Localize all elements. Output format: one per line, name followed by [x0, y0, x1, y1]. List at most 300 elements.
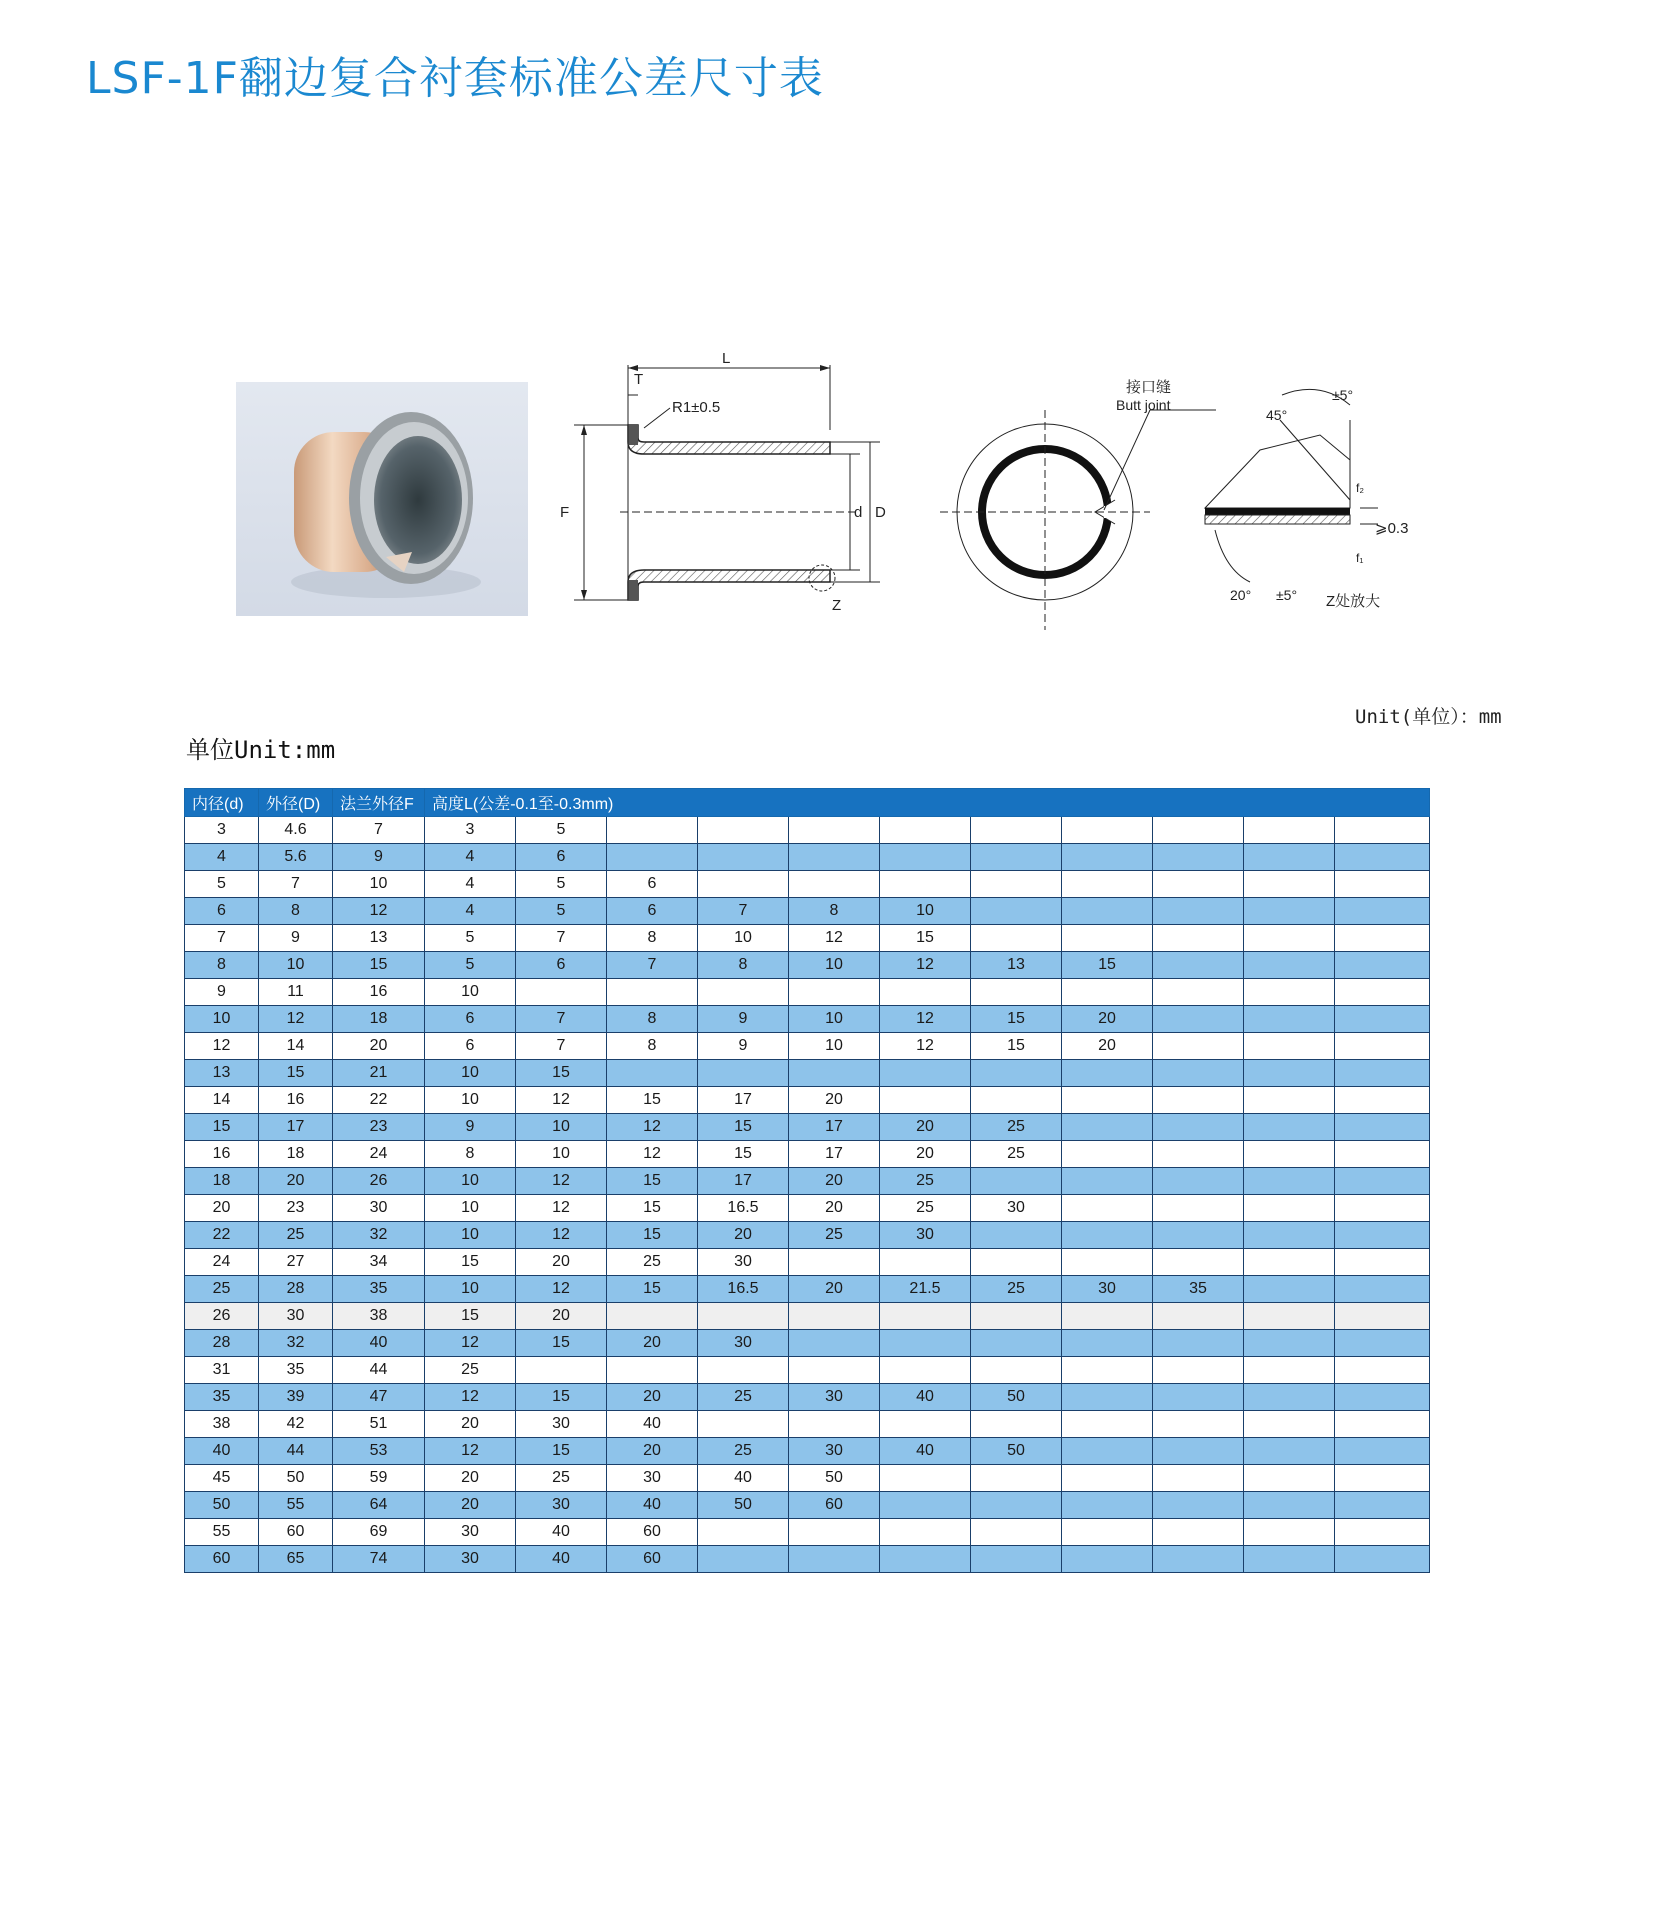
table-cell — [1244, 1438, 1335, 1465]
table-cell: 8 — [607, 1006, 698, 1033]
header-inner-diameter: 内径(d) — [185, 789, 259, 817]
table-cell: 16 — [259, 1087, 333, 1114]
table-cell: 35 — [185, 1384, 259, 1411]
table-cell: 60 — [789, 1492, 880, 1519]
table-cell — [789, 1411, 880, 1438]
table-cell: 35 — [1153, 1276, 1244, 1303]
table-cell — [971, 1330, 1062, 1357]
table-cell: 7 — [259, 871, 333, 898]
table-row — [185, 1357, 1430, 1384]
label-f1: f₁ — [1356, 551, 1364, 565]
table-row — [185, 1141, 1430, 1168]
table-row — [185, 1492, 1430, 1519]
table-cell: 12 — [516, 1195, 607, 1222]
section-view — [560, 350, 886, 614]
table-cell — [1153, 1060, 1244, 1087]
table-cell: 16.5 — [698, 1276, 789, 1303]
table-body — [185, 817, 1430, 1573]
table-cell: 13 — [185, 1060, 259, 1087]
table-cell — [1244, 1195, 1335, 1222]
table-cell: 30 — [259, 1303, 333, 1330]
table-cell — [698, 979, 789, 1006]
table-cell — [1244, 1357, 1335, 1384]
table-cell: 10 — [185, 1006, 259, 1033]
table-cell — [1335, 1546, 1430, 1573]
table-row — [185, 1195, 1430, 1222]
table-cell — [971, 1492, 1062, 1519]
table-cell — [789, 1060, 880, 1087]
label-Z: Z — [832, 597, 842, 614]
table-cell — [971, 1087, 1062, 1114]
table-cell — [1335, 1438, 1430, 1465]
table-cell: 12 — [425, 1438, 516, 1465]
table-cell — [971, 817, 1062, 844]
table-cell: 17 — [698, 1168, 789, 1195]
table-cell: 15 — [607, 1276, 698, 1303]
table-cell: 15 — [516, 1060, 607, 1087]
table-cell: 35 — [259, 1357, 333, 1384]
table-cell: 59 — [333, 1465, 425, 1492]
table-cell — [1062, 1222, 1153, 1249]
table-cell: 55 — [185, 1519, 259, 1546]
table-cell — [1062, 1438, 1153, 1465]
table-cell: 15 — [333, 952, 425, 979]
table-cell — [1244, 1114, 1335, 1141]
table-row — [185, 1033, 1430, 1060]
table-cell — [1153, 898, 1244, 925]
table-cell — [971, 844, 1062, 871]
table-cell — [1244, 1519, 1335, 1546]
table-cell: 10 — [425, 979, 516, 1006]
table-cell: 32 — [333, 1222, 425, 1249]
table-cell: 60 — [607, 1519, 698, 1546]
table-cell — [1153, 1465, 1244, 1492]
table-cell — [1062, 925, 1153, 952]
table-cell: 20 — [1062, 1033, 1153, 1060]
table-cell: 17 — [259, 1114, 333, 1141]
table-cell — [698, 1519, 789, 1546]
table-cell — [516, 1357, 607, 1384]
table-cell: 30 — [1062, 1276, 1153, 1303]
table-cell: 15 — [516, 1330, 607, 1357]
table-cell: 40 — [607, 1411, 698, 1438]
table-cell — [1153, 871, 1244, 898]
table-cell: 30 — [516, 1411, 607, 1438]
unit-note-left: 单位Unit:mm — [186, 736, 336, 764]
table-cell: 32 — [259, 1330, 333, 1357]
table-cell — [1153, 979, 1244, 1006]
table-cell — [880, 1249, 971, 1276]
table-cell: 7 — [516, 1033, 607, 1060]
table-cell: 5 — [516, 871, 607, 898]
table-cell: 40 — [516, 1546, 607, 1573]
table-cell — [1335, 1411, 1430, 1438]
table-cell — [1244, 979, 1335, 1006]
table-cell — [1062, 1249, 1153, 1276]
table-cell — [880, 1411, 971, 1438]
label-L: L — [722, 350, 731, 367]
table-cell — [1062, 1195, 1153, 1222]
table-cell — [1062, 1330, 1153, 1357]
table-cell: 26 — [333, 1168, 425, 1195]
table-cell — [1062, 1114, 1153, 1141]
table-cell — [1062, 1492, 1153, 1519]
tol-5-bottom: ±5° — [1276, 587, 1298, 603]
table-cell: 3 — [425, 817, 516, 844]
table-cell — [1062, 1465, 1153, 1492]
angle-45: 45° — [1266, 407, 1288, 423]
table-cell: 20 — [607, 1384, 698, 1411]
table-cell: 34 — [333, 1249, 425, 1276]
table-cell: 6 — [185, 898, 259, 925]
table-cell: 14 — [185, 1087, 259, 1114]
table-cell: 7 — [185, 925, 259, 952]
table-cell — [1244, 1033, 1335, 1060]
table-cell: 27 — [259, 1249, 333, 1276]
table-cell — [1062, 844, 1153, 871]
table-cell: 15 — [698, 1114, 789, 1141]
table-cell: 30 — [971, 1195, 1062, 1222]
table-cell — [1062, 1303, 1153, 1330]
table-cell: 8 — [425, 1141, 516, 1168]
table-cell — [1244, 1060, 1335, 1087]
butt-joint-en: Butt joint — [1116, 397, 1171, 413]
table-cell: 15 — [516, 1438, 607, 1465]
table-cell: 16 — [333, 979, 425, 1006]
table-cell — [1062, 898, 1153, 925]
table-cell: 20 — [516, 1303, 607, 1330]
table-cell — [789, 817, 880, 844]
table-cell: 17 — [698, 1087, 789, 1114]
table-cell: 50 — [259, 1465, 333, 1492]
table-cell — [1335, 817, 1430, 844]
table-cell: 7 — [698, 898, 789, 925]
table-cell: 20 — [880, 1141, 971, 1168]
table-cell: 20 — [880, 1114, 971, 1141]
table-cell: 8 — [185, 952, 259, 979]
table-cell — [880, 1519, 971, 1546]
table-cell — [607, 979, 698, 1006]
table-cell: 50 — [789, 1465, 880, 1492]
table-cell — [880, 817, 971, 844]
table-cell: 10 — [789, 952, 880, 979]
table-cell: 30 — [698, 1249, 789, 1276]
table-cell: 30 — [425, 1546, 516, 1573]
table-cell: 15 — [425, 1303, 516, 1330]
table-cell — [1335, 1465, 1430, 1492]
table-cell: 3 — [185, 817, 259, 844]
table-cell — [880, 871, 971, 898]
table-cell — [1335, 1357, 1430, 1384]
table-cell: 31 — [185, 1357, 259, 1384]
table-cell: 12 — [789, 925, 880, 952]
table-cell: 50 — [971, 1438, 1062, 1465]
table-cell — [698, 1060, 789, 1087]
table-cell — [789, 1249, 880, 1276]
table-cell: 30 — [698, 1330, 789, 1357]
table-cell — [1153, 925, 1244, 952]
table-row — [185, 1384, 1430, 1411]
table-cell: 25 — [971, 1141, 1062, 1168]
table-cell: 12 — [259, 1006, 333, 1033]
table-cell — [698, 871, 789, 898]
table-cell — [698, 1303, 789, 1330]
table-cell: 12 — [516, 1087, 607, 1114]
table-cell — [607, 817, 698, 844]
table-row — [185, 979, 1430, 1006]
table-cell: 60 — [185, 1546, 259, 1573]
table-cell — [1153, 1141, 1244, 1168]
table-cell: 12 — [607, 1114, 698, 1141]
table-cell — [880, 1087, 971, 1114]
table-cell — [1244, 1546, 1335, 1573]
label-d: d — [854, 504, 863, 521]
table-cell — [971, 1249, 1062, 1276]
table-cell — [971, 1060, 1062, 1087]
table-cell — [1153, 844, 1244, 871]
table-cell: 45 — [185, 1465, 259, 1492]
table-cell — [971, 1357, 1062, 1384]
table-cell: 25 — [425, 1357, 516, 1384]
table-cell — [1153, 1357, 1244, 1384]
table-cell: 15 — [607, 1222, 698, 1249]
table-cell: 23 — [333, 1114, 425, 1141]
table-row — [185, 1168, 1430, 1195]
table-cell: 21.5 — [880, 1276, 971, 1303]
table-cell: 13 — [971, 952, 1062, 979]
table-cell — [1153, 1438, 1244, 1465]
header-flange-diameter: 法兰外径F — [333, 789, 425, 817]
table-cell — [1153, 1492, 1244, 1519]
table-cell: 20 — [425, 1411, 516, 1438]
header-outer-diameter: 外径(D) — [259, 789, 333, 817]
table-row — [185, 871, 1430, 898]
table-cell: 22 — [185, 1222, 259, 1249]
table-cell: 15 — [1062, 952, 1153, 979]
table-row — [185, 1411, 1430, 1438]
table-cell — [1244, 1006, 1335, 1033]
table-cell — [789, 1519, 880, 1546]
table-cell: 15 — [516, 1384, 607, 1411]
table-cell: 39 — [259, 1384, 333, 1411]
table-cell — [1335, 871, 1430, 898]
table-cell: 7 — [516, 1006, 607, 1033]
table-cell — [880, 1303, 971, 1330]
table-cell — [971, 1168, 1062, 1195]
table-cell: 7 — [516, 925, 607, 952]
table-cell — [1335, 1384, 1430, 1411]
table-cell — [1335, 1006, 1430, 1033]
table-cell — [1335, 1087, 1430, 1114]
table-cell — [1153, 952, 1244, 979]
table-cell: 40 — [607, 1492, 698, 1519]
table-row — [185, 898, 1430, 925]
table-cell: 25 — [789, 1222, 880, 1249]
table-cell: 25 — [880, 1195, 971, 1222]
table-cell: 12 — [880, 952, 971, 979]
table-cell — [880, 844, 971, 871]
table-row — [185, 1330, 1430, 1357]
table-cell: 30 — [516, 1492, 607, 1519]
table-cell — [1244, 1276, 1335, 1303]
table-cell: 25 — [516, 1465, 607, 1492]
table-cell: 20 — [789, 1195, 880, 1222]
table-cell: 28 — [185, 1330, 259, 1357]
table-cell: 20 — [1062, 1006, 1153, 1033]
table-cell — [1335, 979, 1430, 1006]
table-cell — [971, 1546, 1062, 1573]
table-cell: 9 — [425, 1114, 516, 1141]
table-cell: 40 — [698, 1465, 789, 1492]
table-cell — [880, 1465, 971, 1492]
table-cell — [1062, 1357, 1153, 1384]
table-cell: 15 — [259, 1060, 333, 1087]
table-cell — [1335, 925, 1430, 952]
table-cell: 5 — [185, 871, 259, 898]
table-cell — [789, 979, 880, 1006]
table-cell: 5 — [516, 898, 607, 925]
table-cell — [1244, 1330, 1335, 1357]
table-cell — [698, 1546, 789, 1573]
table-cell: 40 — [880, 1384, 971, 1411]
table-row — [185, 817, 1430, 844]
table-cell: 9 — [698, 1033, 789, 1060]
table-cell — [1244, 898, 1335, 925]
table-cell: 50 — [971, 1384, 1062, 1411]
table-cell: 10 — [789, 1033, 880, 1060]
table-cell — [698, 817, 789, 844]
table-cell: 6 — [516, 844, 607, 871]
table-cell — [1244, 1168, 1335, 1195]
table-cell — [1062, 817, 1153, 844]
table-cell: 12 — [880, 1033, 971, 1060]
table-cell: 42 — [259, 1411, 333, 1438]
table-cell: 10 — [425, 1222, 516, 1249]
table-cell: 10 — [516, 1141, 607, 1168]
table-cell — [880, 1357, 971, 1384]
table-cell: 60 — [607, 1546, 698, 1573]
table-cell: 20 — [607, 1438, 698, 1465]
table-cell — [880, 1060, 971, 1087]
table-cell: 18 — [259, 1141, 333, 1168]
table-cell: 25 — [698, 1438, 789, 1465]
table-row — [185, 1465, 1430, 1492]
table-cell: 21 — [333, 1060, 425, 1087]
table-cell — [698, 1411, 789, 1438]
table-cell — [698, 1357, 789, 1384]
table-cell — [1335, 952, 1430, 979]
table-cell: 74 — [333, 1546, 425, 1573]
table-cell — [1153, 817, 1244, 844]
table-cell: 8 — [789, 898, 880, 925]
page-title: LSF-1F翻边复合衬套标准公差尺寸表 — [86, 53, 824, 104]
table-cell — [607, 1357, 698, 1384]
table-cell — [1335, 1519, 1430, 1546]
table-cell: 6 — [516, 952, 607, 979]
table-cell — [1244, 1492, 1335, 1519]
table-cell: 12 — [425, 1384, 516, 1411]
table-row — [185, 925, 1430, 952]
label-R: R1±0.5 — [672, 399, 721, 416]
table-cell — [1062, 1384, 1153, 1411]
label-F: F — [560, 504, 570, 521]
table-cell: 18 — [185, 1168, 259, 1195]
technical-drawing — [560, 350, 1460, 644]
gap-label: ⩾0.3 — [1375, 520, 1409, 537]
table-row — [185, 1006, 1430, 1033]
table-cell — [1335, 1303, 1430, 1330]
table-cell: 25 — [971, 1114, 1062, 1141]
table-cell: 35 — [333, 1276, 425, 1303]
bushing-photo — [236, 382, 528, 616]
table-cell: 5 — [425, 952, 516, 979]
table-cell — [1153, 1411, 1244, 1438]
table-cell: 10 — [425, 1060, 516, 1087]
table-header-row — [185, 789, 1430, 817]
table-cell — [1335, 1060, 1430, 1087]
table-cell: 40 — [516, 1519, 607, 1546]
table-cell: 4.6 — [259, 817, 333, 844]
table-cell: 22 — [333, 1087, 425, 1114]
table-cell — [1244, 1222, 1335, 1249]
table-cell — [789, 1303, 880, 1330]
table-cell: 12 — [516, 1222, 607, 1249]
label-D: D — [875, 504, 886, 521]
table-cell: 12 — [333, 898, 425, 925]
table-cell: 30 — [789, 1384, 880, 1411]
table-cell — [1062, 1168, 1153, 1195]
table-cell — [1153, 1330, 1244, 1357]
table-cell — [1153, 1114, 1244, 1141]
table-cell: 20 — [789, 1276, 880, 1303]
table-cell: 10 — [333, 871, 425, 898]
table-cell — [1335, 1114, 1430, 1141]
tol-5-top: ±5° — [1332, 387, 1354, 403]
table-cell — [880, 1330, 971, 1357]
table-cell — [789, 1330, 880, 1357]
table-cell: 20 — [789, 1087, 880, 1114]
table-cell — [1335, 1195, 1430, 1222]
table-cell: 9 — [185, 979, 259, 1006]
table-cell: 25 — [259, 1222, 333, 1249]
table-cell: 20 — [185, 1195, 259, 1222]
table-row — [185, 1276, 1430, 1303]
table-cell: 17 — [789, 1114, 880, 1141]
table-cell: 65 — [259, 1546, 333, 1573]
table-row — [185, 1087, 1430, 1114]
table-cell — [1153, 1384, 1244, 1411]
table-cell — [971, 1303, 1062, 1330]
table-cell — [607, 1303, 698, 1330]
table-cell — [1335, 1276, 1430, 1303]
table-cell: 30 — [425, 1519, 516, 1546]
table-cell: 9 — [333, 844, 425, 871]
table-cell: 10 — [698, 925, 789, 952]
table-cell: 4 — [425, 871, 516, 898]
table-cell: 25 — [698, 1384, 789, 1411]
table-cell: 15 — [698, 1141, 789, 1168]
table-cell — [1153, 1546, 1244, 1573]
table-cell — [1244, 1303, 1335, 1330]
table-cell: 10 — [516, 1114, 607, 1141]
table-cell: 38 — [185, 1411, 259, 1438]
table-cell — [971, 871, 1062, 898]
table-cell: 14 — [259, 1033, 333, 1060]
table-cell: 30 — [789, 1438, 880, 1465]
table-row — [185, 1519, 1430, 1546]
table-cell: 20 — [516, 1249, 607, 1276]
table-cell — [1062, 1141, 1153, 1168]
